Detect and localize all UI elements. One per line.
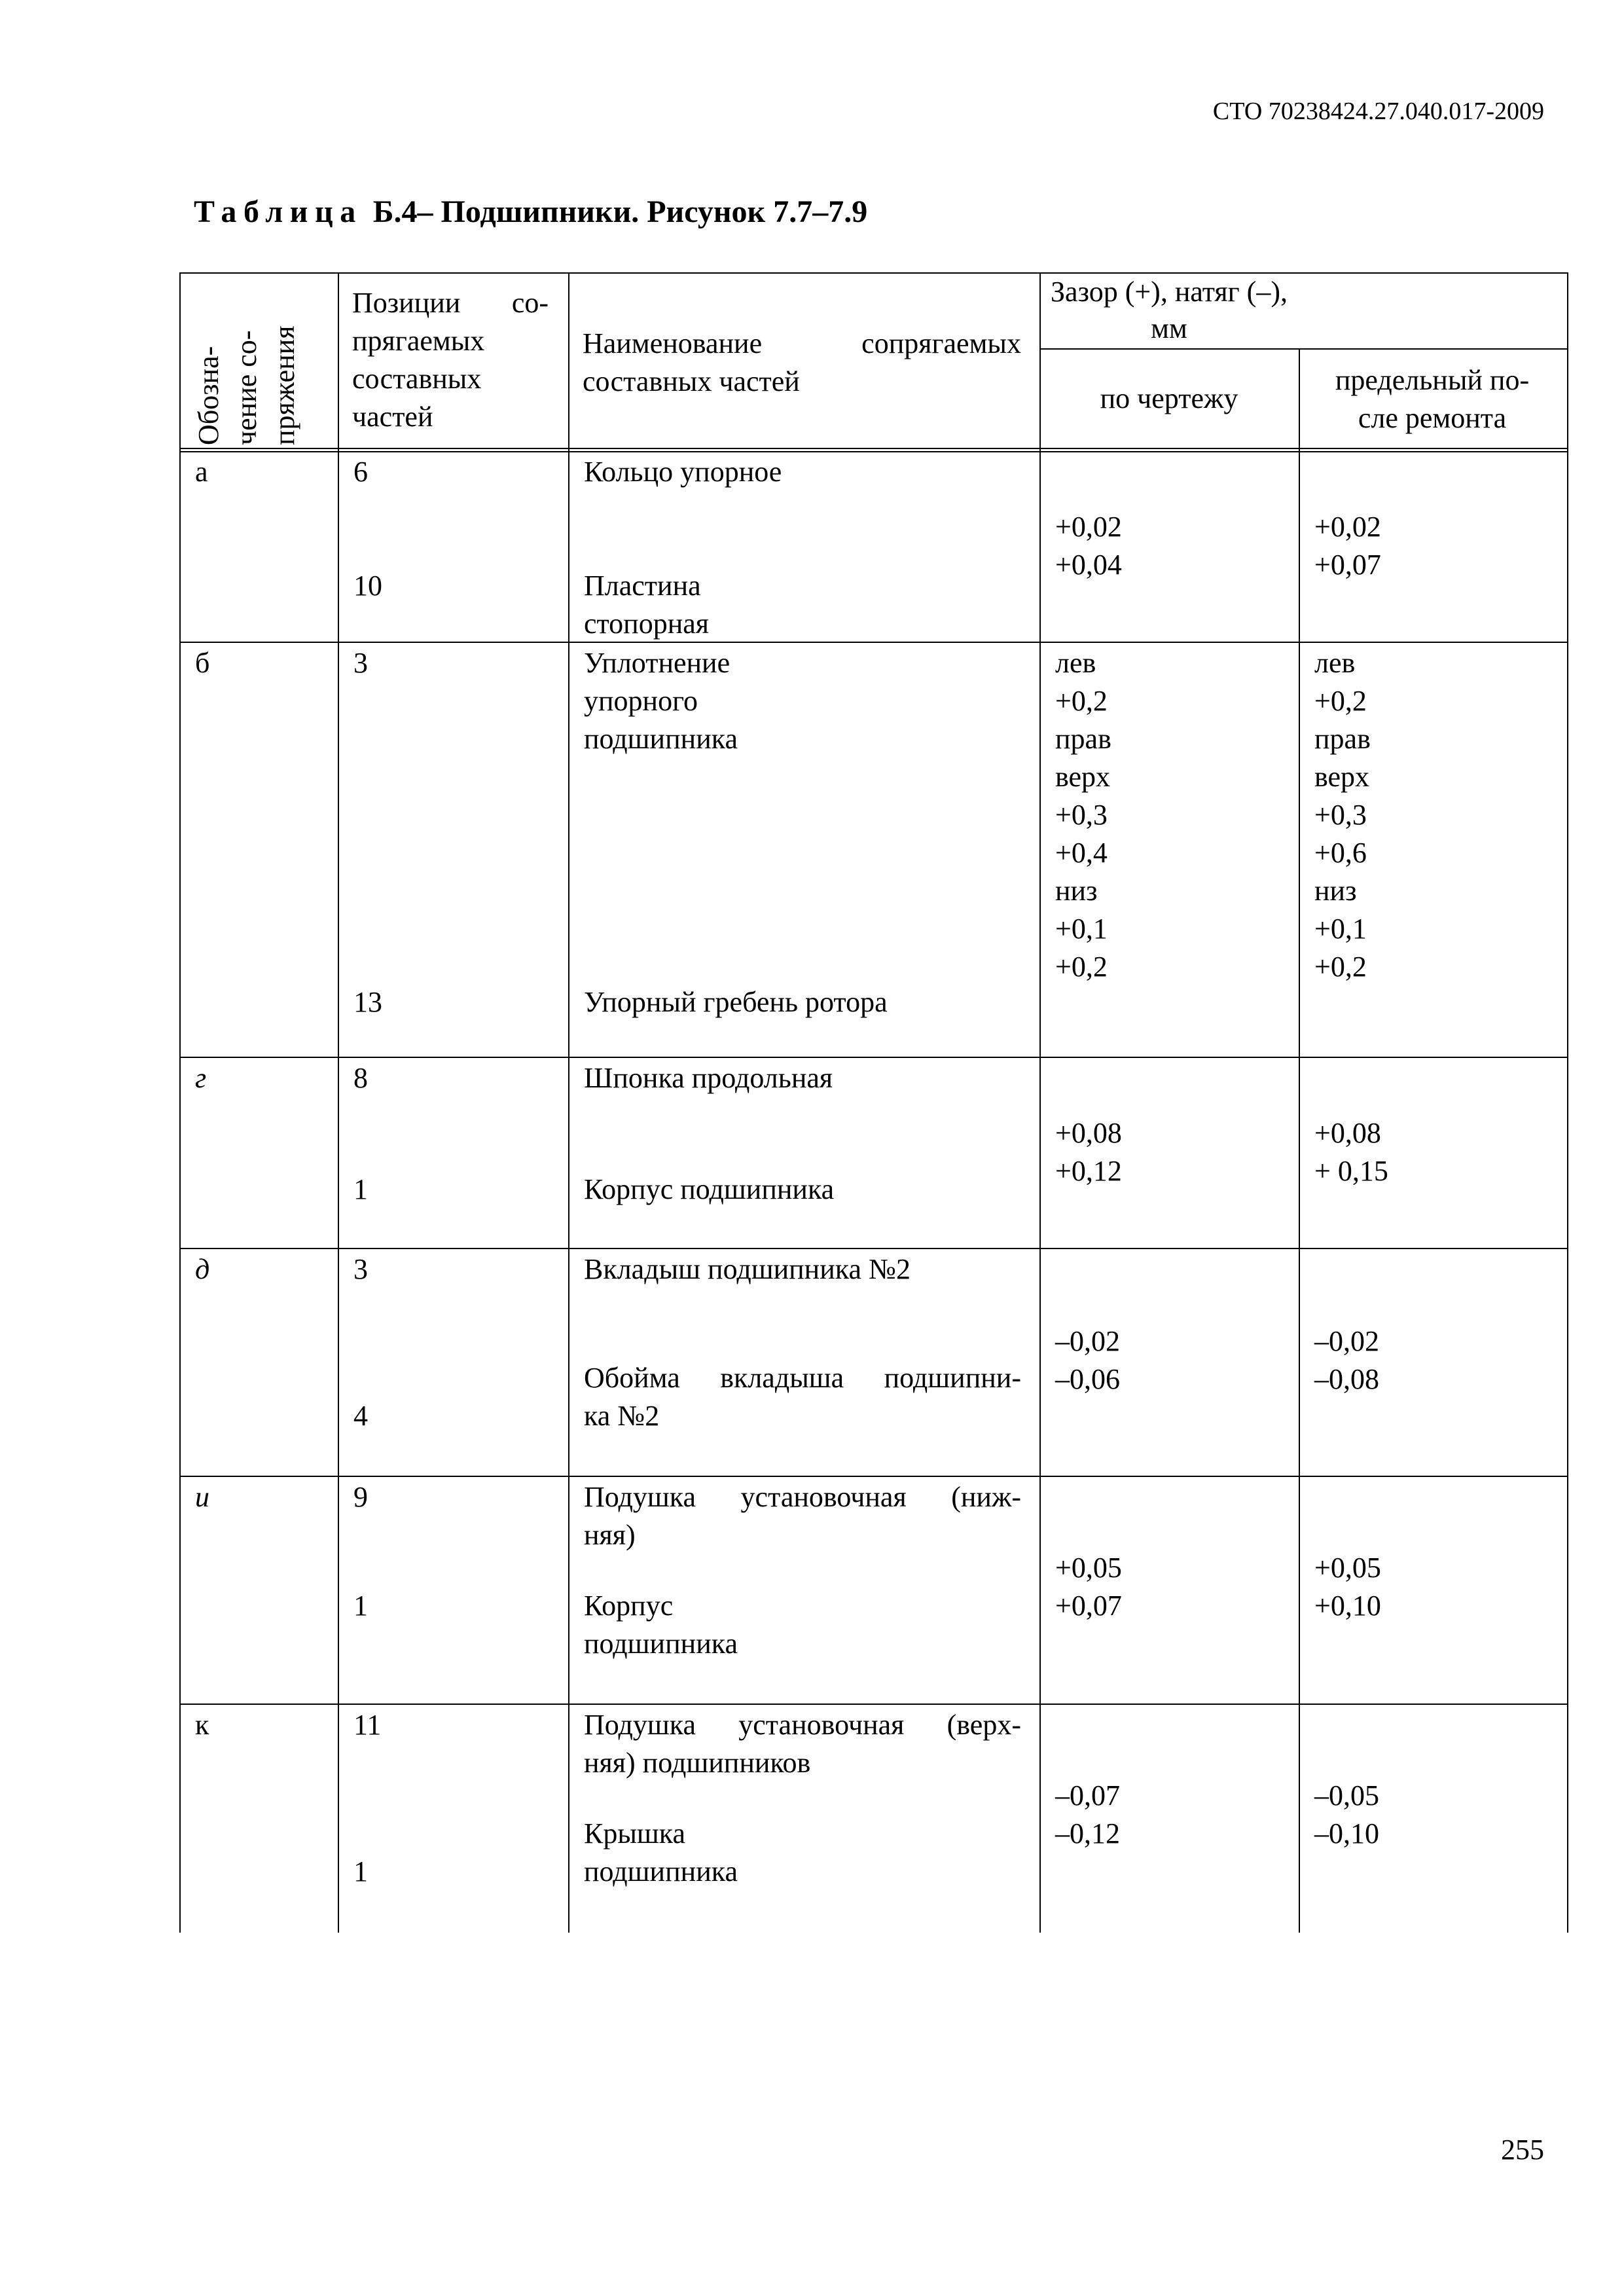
row-limit-value-line: +0,6 — [1314, 837, 1367, 869]
row-limit-value-line: прав — [1314, 723, 1371, 755]
row-limit-value-line: + 0,15 — [1314, 1155, 1388, 1187]
row-drawing-value-line: +0,04 — [1055, 549, 1122, 581]
row-part-name-2 — [584, 1587, 1021, 1663]
row-drawing-value-line: низ — [1055, 875, 1098, 907]
col-header-name-line: Наименование сопрягаемых — [583, 327, 1021, 359]
row-drawing-value — [1055, 1549, 1291, 1625]
row-drawing-value-line: +0,2 — [1055, 951, 1108, 983]
row-drawing-value-line: –0,12 — [1055, 1817, 1120, 1850]
grid-line — [568, 272, 569, 1933]
grid-line — [179, 642, 1568, 643]
row-limit-value — [1314, 1114, 1557, 1190]
row-position-1-line: 11 — [353, 1709, 382, 1741]
row-position-1-line: 3 — [353, 1253, 368, 1285]
row-limit-value-line: +0,3 — [1314, 799, 1367, 831]
col-header-positions-line: частей — [352, 401, 433, 433]
row-drawing-value-line: прав — [1055, 723, 1111, 755]
row-drawing-value — [1055, 508, 1291, 584]
grid-line — [179, 272, 181, 1933]
row-position-1-line: 3 — [353, 647, 368, 679]
col-header-name — [583, 325, 1021, 401]
table-title-text: Б.4– Подшипники. Рисунок 7.7–7.9 — [372, 194, 868, 229]
grid-line — [179, 1704, 1568, 1705]
group-header-line: мм — [1151, 312, 1187, 344]
grid-line — [179, 448, 1568, 449]
row-limit-value — [1314, 1777, 1557, 1853]
row-part-name-2 — [584, 1815, 1021, 1891]
row-drawing-value-line: –0,06 — [1055, 1363, 1120, 1395]
col-header-designation — [190, 275, 302, 445]
row-part-name-1 — [584, 1250, 1021, 1288]
grid-line — [179, 1057, 1568, 1058]
row-part-name-1-line: Уплотнение — [584, 647, 731, 679]
row-part-name-1 — [584, 1478, 1021, 1554]
table-title — [194, 194, 867, 230]
row-drawing-value-line: +0,02 — [1055, 511, 1122, 543]
row-position-1-line: 8 — [353, 1062, 368, 1094]
row-drawing-value-line: +0,4 — [1055, 837, 1108, 869]
row-designation-line: а — [195, 456, 208, 488]
grid-line — [338, 272, 339, 1933]
row-part-name-2 — [584, 1359, 1021, 1435]
row-drawing-value-line: –0,02 — [1055, 1325, 1120, 1357]
page-number: 255 — [1501, 2134, 1544, 2166]
row-designation-line: д — [195, 1253, 210, 1285]
row-position-2 — [353, 1587, 550, 1625]
grid-line — [1299, 348, 1300, 1933]
table-title-label: Таблица — [194, 194, 363, 229]
row-part-name-2 — [584, 983, 1021, 1021]
row-part-name-1-line: Подушка установочная (ниж- — [584, 1481, 1021, 1513]
row-drawing-value — [1055, 644, 1291, 986]
row-position-2-line: 1 — [353, 1855, 368, 1887]
col-header-limit-line: предельный по- — [1335, 364, 1530, 396]
row-part-name-2 — [584, 1171, 1021, 1209]
row-position-1 — [353, 1059, 550, 1097]
row-limit-value — [1314, 1322, 1557, 1398]
row-part-name-2-line: стопорная — [584, 608, 710, 640]
row-part-name-2-line: подшипника — [584, 1855, 738, 1887]
row-limit-value-line: верх — [1314, 761, 1370, 793]
row-drawing-value-line: +0,08 — [1055, 1117, 1122, 1149]
row-part-name-1 — [584, 1059, 1021, 1097]
standard-code: СТО 70238424.27.040.017-2009 — [1212, 98, 1544, 125]
row-part-name-1-line: Подушка установочная (верх- — [584, 1709, 1021, 1741]
row-position-1 — [353, 1706, 550, 1744]
row-position-2-line: 10 — [353, 570, 382, 602]
group-header-clearance — [1039, 274, 1299, 347]
col-header-designation-line: пряжения — [268, 325, 300, 445]
grid-line — [1039, 272, 1041, 1933]
col-header-name-line: составных частей — [583, 365, 800, 397]
col-header-limit — [1299, 361, 1566, 437]
row-limit-value-line: +0,07 — [1314, 549, 1381, 581]
row-drawing-value-line: верх — [1055, 761, 1111, 793]
row-part-name-1-line: подшипника — [584, 723, 738, 755]
row-designation — [195, 1059, 326, 1097]
row-limit-value-line: +0,02 — [1314, 511, 1381, 543]
col-header-designation-line: Обозна- — [192, 346, 225, 445]
grid-line — [179, 1476, 1568, 1477]
row-drawing-value-line: +0,2 — [1055, 685, 1108, 717]
group-header-line: Зазор (+), натяг (–), — [1051, 276, 1288, 308]
row-position-1-line: 9 — [353, 1481, 368, 1513]
row-part-name-1-line: Вкладыш подшипника №2 — [584, 1253, 911, 1285]
row-limit-value — [1314, 1549, 1557, 1625]
col-header-positions — [352, 284, 549, 436]
grid-line — [1039, 348, 1568, 350]
row-part-name-2-line: подшипника — [584, 1628, 738, 1660]
row-part-name-1 — [584, 1706, 1021, 1782]
row-part-name-2-line: Обойма вкладыша подшипни- — [584, 1362, 1021, 1394]
row-limit-value-line: +0,2 — [1314, 951, 1367, 983]
row-position-1-line: 6 — [353, 456, 368, 488]
row-part-name-2-line: Корпус — [584, 1590, 674, 1622]
row-position-1 — [353, 1478, 550, 1516]
row-designation-line: и — [195, 1481, 209, 1513]
row-part-name-2-line: Пластина — [584, 570, 701, 602]
row-designation-line: к — [195, 1709, 209, 1741]
row-position-2 — [353, 567, 550, 605]
row-position-2 — [353, 1853, 550, 1891]
col-header-limit-line: сле ремонта — [1358, 402, 1507, 434]
row-drawing-value-line: +0,07 — [1055, 1590, 1122, 1622]
row-position-1 — [353, 644, 550, 682]
row-part-name-2-line: Корпус подшипника — [584, 1173, 835, 1205]
row-position-2-line: 4 — [353, 1400, 368, 1432]
row-drawing-value — [1055, 1114, 1291, 1190]
grid-line — [179, 272, 1568, 274]
row-drawing-value — [1055, 1777, 1291, 1853]
row-designation-line: б — [195, 647, 210, 679]
row-limit-value — [1314, 508, 1557, 584]
row-part-name-2-line: ка №2 — [584, 1400, 660, 1432]
row-limit-value-line: +0,08 — [1314, 1117, 1381, 1149]
row-limit-value-line: +0,05 — [1314, 1552, 1381, 1584]
grid-line — [179, 451, 1568, 452]
row-position-2-line: 1 — [353, 1590, 368, 1622]
row-drawing-value-line: +0,05 — [1055, 1552, 1122, 1584]
row-limit-value-line: –0,10 — [1314, 1817, 1379, 1850]
row-designation — [195, 1250, 326, 1288]
row-drawing-value-line: –0,07 — [1055, 1779, 1120, 1812]
row-drawing-value-line: +0,1 — [1055, 913, 1108, 945]
row-designation — [195, 453, 326, 491]
row-part-name-2-line: Упорный гребень ротора — [584, 986, 888, 1018]
row-designation — [195, 644, 326, 682]
row-drawing-value-line: +0,12 — [1055, 1155, 1122, 1187]
col-header-positions-line: составных — [352, 363, 482, 395]
row-position-2 — [353, 983, 550, 1021]
row-designation — [195, 1478, 326, 1516]
row-part-name-1-line: няя) подшипников — [584, 1747, 811, 1779]
col-header-drawing: по чертежу — [1100, 382, 1238, 414]
row-part-name-2 — [584, 567, 1021, 643]
row-position-2-line: 1 — [353, 1173, 368, 1205]
row-position-2-line: 13 — [353, 986, 382, 1018]
row-drawing-value — [1055, 1322, 1291, 1398]
col-header-designation-line: чение со- — [230, 330, 262, 445]
row-part-name-1 — [584, 644, 1021, 758]
row-position-2 — [353, 1171, 550, 1209]
row-part-name-1-line: няя) — [584, 1519, 636, 1551]
row-drawing-value-line: +0,3 — [1055, 799, 1108, 831]
grid-line — [1567, 272, 1568, 1933]
row-limit-value-line: лев — [1314, 647, 1356, 679]
row-limit-value-line: +0,1 — [1314, 913, 1367, 945]
row-limit-value-line: низ — [1314, 875, 1357, 907]
row-limit-value — [1314, 644, 1557, 986]
row-position-1 — [353, 453, 550, 491]
row-designation-line: г — [195, 1062, 207, 1094]
row-limit-value-line: –0,08 — [1314, 1363, 1379, 1395]
row-part-name-1-line: упорного — [584, 685, 698, 717]
col-header-positions-line: Позиции со- — [352, 287, 549, 319]
row-limit-value-line: +0,2 — [1314, 685, 1367, 717]
row-designation — [195, 1706, 326, 1744]
row-position-1 — [353, 1250, 550, 1288]
row-part-name-2-line: Крышка — [584, 1817, 686, 1850]
grid-line — [179, 1248, 1568, 1249]
row-part-name-1-line: Шпонка продольная — [584, 1062, 833, 1094]
col-header-positions-line: прягаемых — [352, 325, 485, 357]
row-limit-value-line: –0,05 — [1314, 1779, 1379, 1812]
row-drawing-value-line: лев — [1055, 647, 1096, 679]
row-part-name-1-line: Кольцо упорное — [584, 456, 782, 488]
row-part-name-1 — [584, 453, 1021, 491]
row-limit-value-line: –0,02 — [1314, 1325, 1379, 1357]
row-position-2 — [353, 1397, 550, 1435]
row-limit-value-line: +0,10 — [1314, 1590, 1381, 1622]
